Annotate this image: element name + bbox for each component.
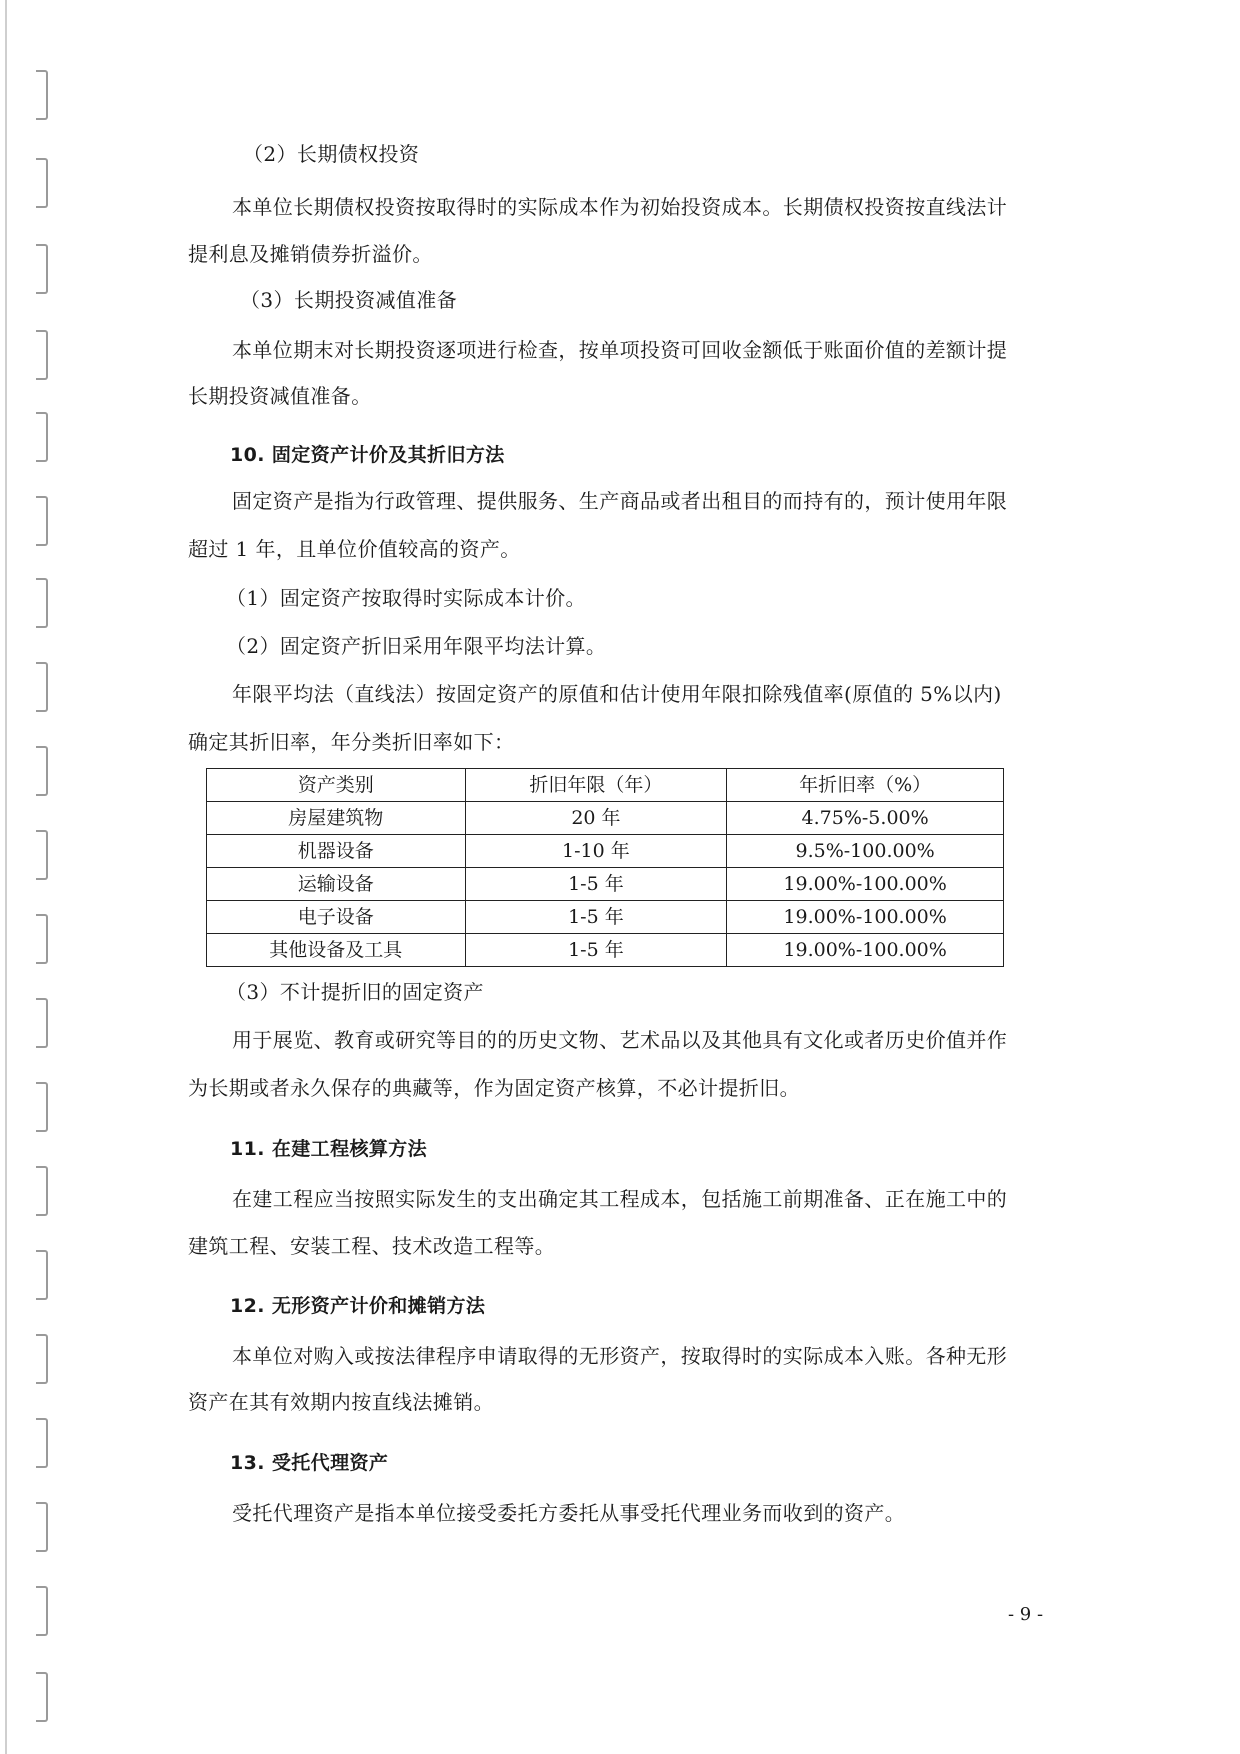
binding-hole xyxy=(36,244,48,294)
paragraph-line: 确定其折旧率，年分类折旧率如下： xyxy=(188,730,515,754)
table-cell: 房屋建筑物 xyxy=(207,802,466,835)
binding-hole xyxy=(36,70,48,120)
page-number: - 9 - xyxy=(1008,1604,1044,1625)
table-cell: 其他设备及工具 xyxy=(207,934,466,967)
binding-hole xyxy=(36,412,48,462)
table-row xyxy=(207,802,1004,835)
binding-hole xyxy=(36,1418,48,1468)
table-cell: 1-10 年 xyxy=(465,835,727,868)
table-header-row xyxy=(207,769,1004,802)
paragraph-line: 为长期或者永久保存的典藏等，作为固定资产核算，不必计提折旧。 xyxy=(188,1076,800,1100)
section-heading: 10. 固定资产计价及其折旧方法 xyxy=(230,444,505,466)
table-cell: 1-5 年 xyxy=(465,868,727,901)
paragraph-line: 长期投资减值准备。 xyxy=(188,384,372,408)
paragraph-line: 本单位长期债权投资按取得时的实际成本作为初始投资成本。长期债权投资按直线法计 xyxy=(232,195,1008,219)
section-heading: 12. 无形资产计价和摊销方法 xyxy=(230,1295,486,1317)
table-cell: 1-5 年 xyxy=(465,901,727,934)
binding-hole xyxy=(36,998,48,1048)
section-heading: 13. 受托代理资产 xyxy=(230,1452,389,1474)
binding-hole xyxy=(36,1502,48,1552)
subsection-title: （3）长期投资减值准备 xyxy=(240,288,458,312)
column-header: 折旧年限（年） xyxy=(465,769,727,802)
page-edge xyxy=(5,0,7,1754)
table-cell: 20 年 xyxy=(465,802,727,835)
paragraph-line: 用于展览、教育或研究等目的的历史文物、艺术品以及其他具有文化或者历史价值并作 xyxy=(232,1028,1008,1052)
binding-hole xyxy=(36,578,48,628)
paragraph-line: 提利息及摊销债券折溢价。 xyxy=(188,242,433,266)
table-cell: 4.75%-5.00% xyxy=(727,802,1004,835)
table-cell: 19.00%-100.00% xyxy=(727,934,1004,967)
table-cell: 19.00%-100.00% xyxy=(727,868,1004,901)
binding-hole xyxy=(36,1672,48,1722)
paragraph-line: 本单位对购入或按法律程序申请取得的无形资产，按取得时的实际成本入账。各种无形 xyxy=(232,1344,1008,1368)
table-cell: 1-5 年 xyxy=(465,934,727,967)
binding-hole xyxy=(36,330,48,380)
subsection-title: （3）不计提折旧的固定资产 xyxy=(226,980,484,1004)
binding-hole xyxy=(36,1166,48,1216)
depreciation-table xyxy=(206,768,1004,967)
paragraph-line: 建筑工程、安装工程、技术改造工程等。 xyxy=(188,1234,556,1258)
paragraph-line: 受托代理资产是指本单位接受委托方委托从事受托代理业务而收到的资产。 xyxy=(232,1501,906,1525)
table-cell: 19.00%-100.00% xyxy=(727,901,1004,934)
binding-hole xyxy=(36,914,48,964)
table-row xyxy=(207,835,1004,868)
table-cell: 运输设备 xyxy=(207,868,466,901)
paragraph-line: 在建工程应当按照实际发生的支出确定其工程成本，包括施工前期准备、正在施工中的 xyxy=(232,1187,1008,1211)
table-row xyxy=(207,868,1004,901)
table-row xyxy=(207,901,1004,934)
binding-hole xyxy=(36,1250,48,1300)
table-cell: 电子设备 xyxy=(207,901,466,934)
list-item: （1）固定资产按取得时实际成本计价。 xyxy=(226,586,586,610)
binding-hole xyxy=(36,496,48,546)
binding-hole xyxy=(36,158,48,208)
binding-hole xyxy=(36,830,48,880)
paragraph-line: 超过 1 年，且单位价值较高的资产。 xyxy=(188,537,521,561)
section-heading: 11. 在建工程核算方法 xyxy=(230,1138,428,1160)
table-cell: 机器设备 xyxy=(207,835,466,868)
table-row xyxy=(207,934,1004,967)
binding-hole xyxy=(36,1334,48,1384)
binding-hole xyxy=(36,1082,48,1132)
subsection-title: （2）长期债权投资 xyxy=(243,142,420,166)
paragraph-line: 固定资产是指为行政管理、提供服务、生产商品或者出租目的而持有的，预计使用年限 xyxy=(232,489,1008,513)
binding-hole xyxy=(36,662,48,712)
column-header: 年折旧率（%） xyxy=(727,769,1004,802)
paragraph-line: 资产在其有效期内按直线法摊销。 xyxy=(188,1390,494,1414)
binding-hole xyxy=(36,746,48,796)
column-header: 资产类别 xyxy=(207,769,466,802)
table-cell: 9.5%-100.00% xyxy=(727,835,1004,868)
list-item: （2）固定资产折旧采用年限平均法计算。 xyxy=(226,634,607,658)
paragraph-line: 年限平均法（直线法）按固定资产的原值和估计使用年限扣除残值率(原值的 5%以内) xyxy=(232,682,1002,706)
binding-hole xyxy=(36,1586,48,1636)
paragraph-line: 本单位期末对长期投资逐项进行检查，按单项投资可回收金额低于账面价值的差额计提 xyxy=(232,338,1008,362)
